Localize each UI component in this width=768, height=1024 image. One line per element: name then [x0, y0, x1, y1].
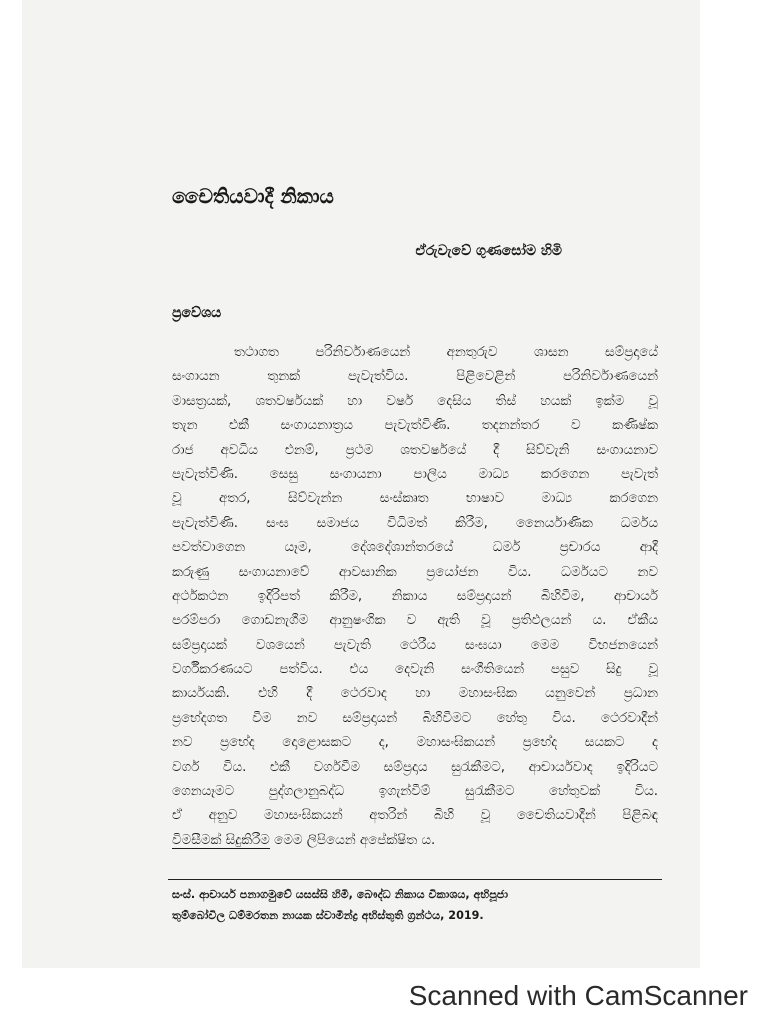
body-line: කරුණු සංගායනාවේ ආවසානික ප්‍රයෝජන විය. ධර්මයට නව [172, 564, 658, 580]
body-line: වර්ගීකරණයට පත්විය. එය දෙවැනි සංගීතියෙන් පසුව සිදු වූ [172, 662, 658, 678]
body-line: ප්‍රභේදගත වීම නව සම්ප්‍රදායන් බිහිවීමට හේතු විය. ථෙරවාදීන් [172, 710, 658, 726]
body-paragraph [172, 341, 658, 853]
body-line: සම්ප්‍රදායක් වශයෙන් පැවැති ථෙරීය සංඝයා මෙම විභජනයෙන් [172, 637, 658, 653]
body-line: අර්ථකථන ඉදිරිපත් කිරීම, නිකාය සම්ප්‍රදායන් බිහිවීම, ආචාර්ය [172, 588, 658, 604]
body-line: සංගායන තුනක් පැවැත්විය. පිළිවෙළින් පරිනිර්වාණයෙන් [172, 369, 658, 385]
body-line: තැන එකී සංගායනාත්‍රය පැවැත්විණි. තදනන්තර ව කණිෂ්ක [172, 418, 658, 434]
body-line: පවත්වාගෙන යෑම, දේශදේශාන්තරයේ ධර්ම ප්‍රචාරය ආදී [172, 540, 658, 556]
body-line: මාසත්‍රයක්, ශතවර්ෂයක් හා වර්ෂ දෙසිය තිස් හයක් ඉක්ම වූ [172, 393, 658, 409]
section-heading: ප්‍රවේශය [172, 305, 222, 321]
body-line-last [172, 829, 658, 853]
body-line: වර්ග විය. එකී වර්ගවීම සම්ප්‍රදාය සුරැකීමට, ආචාර්යවාද ඉදිරියට [172, 759, 658, 775]
footnote [172, 884, 658, 926]
footnote-line: තුම්බෝවිල ධම්මරතන නායක ස්වාමීන්ද්‍ර අභිස්තුති ග්‍රන්ථය, 2019. [172, 909, 484, 922]
body-line: පරම්පරා ගොඩනැගීම ආනුෂංගික ව ඇති වූ ප්‍රතිඵලයන් ය. ඒකීය [172, 613, 658, 629]
body-line: තථාගත පරිනිර්වාණයෙන් අනතුරුව ශාසන සම්ප්‍රදායේ [234, 345, 658, 360]
body-line: ගෙනයෑමට පුද්ගලානුබද්ධ ඉගැන්වීම් සුරැකීමට හේතුවක් විය. [172, 784, 658, 800]
author-name: ඒරුවැවේ ගුණසෝම හිමි [415, 243, 562, 259]
body-line: පැවැත්විණි. සෙසු සංගායනා පාලිය මාධ්‍ය කරගෙන පැවැත් [172, 466, 658, 482]
body-line: ඒ අනුව මහාසංඝිකයන් අතරින් බිහි වූ චෛතියවාදීන් පිළිබඳ [172, 808, 658, 824]
footnote-line: සංස්. ආචාර්ය පනාගමුවේ යසස්සි හිමි, බෞද්ධ නිකාය විකාශය, අභිපූජා [172, 888, 509, 901]
article-title: චෛතියවාදී නිකාය [172, 184, 334, 208]
body-line: කාර්යයකි. එහි දී ථෙරවාද හා මහාසංඝික යනුවෙන් ප්‍රධාන [172, 686, 658, 702]
footnote-divider [168, 879, 662, 880]
body-line: රාජ අවධිය එනම්, ප්‍රථම ශතවර්ෂයේ දී සිව්වැනි සංගායනාව [172, 442, 658, 458]
last-line-rest: මෙම ලිපියෙන් අපේක්ෂිත ය. [269, 832, 436, 848]
scanned-page [22, 0, 700, 968]
body-line: පැවැත්විණි. සංඝ සමාජය විධිමත් කිරීම, නෛර්යාණික ධර්මය [172, 515, 658, 531]
camscanner-watermark: Scanned with CamScanner [408, 980, 748, 1011]
body-line: නව ප්‍රභේද දොළොසකට ද, මහාසංඝිකයන් ප්‍රභේද සයකට ද [172, 735, 658, 751]
underlined-phrase: විමසීමක් සිදුකිරීම [172, 832, 270, 848]
body-line: වූ අතර, සිව්වැන්න සංස්කෘත භාෂාව මාධ්‍ය කරගෙන [172, 491, 658, 507]
